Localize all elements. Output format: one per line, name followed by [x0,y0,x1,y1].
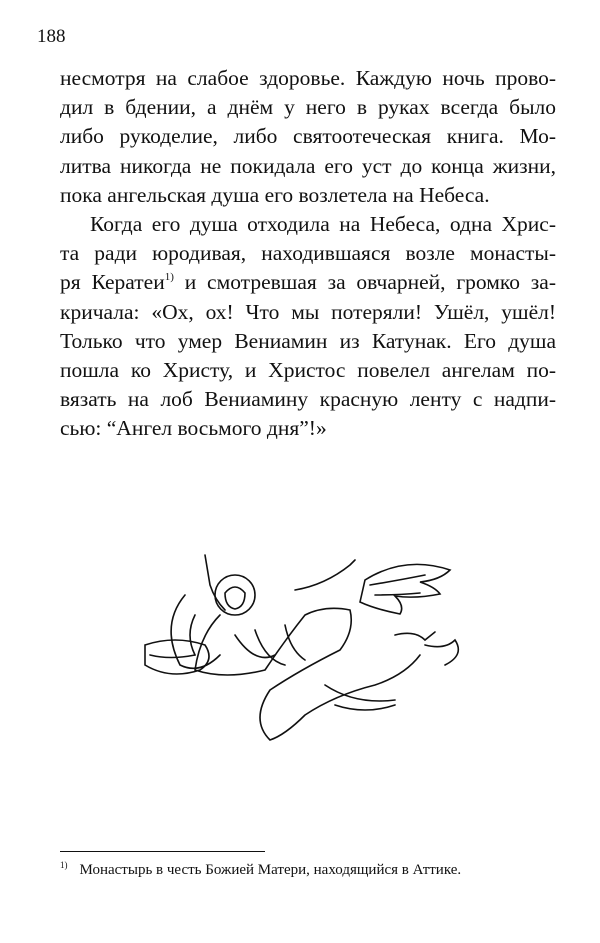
angel-illustration [125,535,475,750]
text-line: вязать на лоб Вениамину красную ленту с надпи- [60,387,556,412]
text-line: дил в бдении, а днём у него в руках всегда было [60,95,556,120]
text-line: та ради юродивая, находившаяся возле монасты- [60,241,556,266]
text-line: Только что умер Вениамин из Катунак. Его душа [60,328,556,353]
footnote-ref[interactable]: 1) [164,271,174,284]
text-line: пошла ко Христу, и Христос повелел ангелам по- [60,357,556,382]
text-line-with-footnote [60,268,556,297]
text-line: кричала: «Ох, ох! Что мы потеряли! Ушёл, ушёл! [60,299,556,324]
footnote [60,862,461,879]
text-line: несмотря на слабое здоровье. Каждую ночь прово- [60,66,556,90]
footnote-text: Монастырь в честь Божией Матери, находящийся в Аттике. [79,862,462,878]
text-line: сью: “Ангел восьмого дня”!» [60,416,327,441]
body-text [60,64,556,443]
page-number: 188 [37,26,66,47]
footnote-divider [60,851,265,852]
text-fragment: ря Кератеи [60,270,165,295]
footnote-marker: 1) [60,860,68,870]
text-line: литва никогда не покидала его уст до конца жизни, [60,153,556,178]
text-line: Когда его душа отходила на Небеса, одна Хрис- [90,211,556,236]
text-line: либо рукоделие, либо святоотеческая книга. Мо- [60,124,556,149]
text-line: пока ангельская душа его возлетела на Небеса. [60,182,490,207]
text-fragment: и смотревшая за овчарней, громко за- [184,270,557,295]
